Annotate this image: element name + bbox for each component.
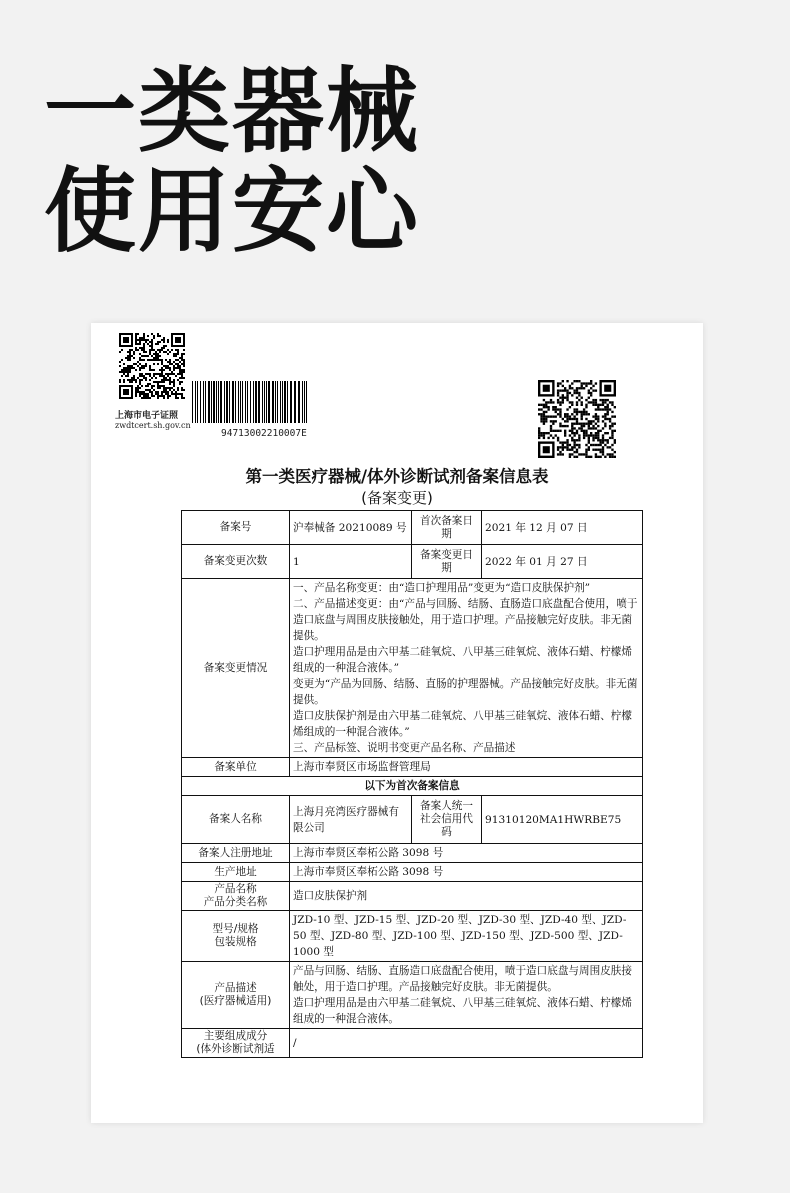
applicant-value: 上海月亮湾医疗器械有限公司: [290, 796, 412, 844]
components-label-line: 主要组成成分: [203, 1030, 268, 1042]
desc-label-line: 产品描述: [214, 982, 257, 994]
table-row: [182, 863, 643, 882]
table-row: [182, 1029, 643, 1058]
issuer-label: 上海市电子证照: [115, 411, 179, 421]
desc-value: [290, 962, 643, 1029]
headline-line-1: 一类器械: [44, 58, 421, 165]
package-label-line: 包装规格: [214, 936, 257, 948]
table-row: [182, 882, 643, 911]
record-table: [181, 510, 643, 1058]
reg-address-label: 备案人注册地址: [182, 844, 290, 863]
model-label: [182, 911, 290, 962]
table-row: [182, 962, 643, 1029]
table-row: [182, 545, 643, 579]
section-header: 以下为首次备案信息: [182, 777, 643, 796]
table-row: [182, 796, 643, 844]
record-no-value: 沪奉械备 20210089 号: [290, 511, 412, 545]
issuer-site: zwdtcert.sh.gov.cn: [115, 421, 191, 430]
first-date-value: 2021 年 12 月 07 日: [482, 511, 643, 545]
first-date-label: 首次备案日期: [412, 511, 482, 545]
change-date-label: 备案变更日期: [412, 545, 482, 579]
barcode-number: 94713002210007E: [221, 428, 307, 439]
change-info-line: 造口皮肤保护剂是由六甲基二硅氧烷、八甲基三硅氧烷、液体石蜡、柠檬烯组成的一种混合液体。”: [293, 710, 632, 738]
product-name-value: 造口皮肤保护剂: [290, 882, 643, 911]
table-row: [182, 777, 643, 796]
desc-label-line: (医疗器械适用): [199, 995, 272, 1007]
unit-label: 备案单位: [182, 758, 290, 777]
headline-line-2: 使用安心: [44, 158, 421, 265]
table-row: [182, 758, 643, 777]
components-value: /: [290, 1029, 643, 1058]
table-row: [182, 844, 643, 863]
model-label-line: 型号/规格: [212, 923, 259, 935]
document-subtitle: (备案变更): [361, 489, 433, 507]
product-class-label-line: 产品分类名称: [203, 896, 268, 908]
table-row: [182, 579, 643, 758]
change-count-value: 1: [290, 545, 412, 579]
applicant-label: 备案人名称: [182, 796, 290, 844]
change-info-value: [290, 579, 643, 758]
prod-address-value: 上海市奉贤区奉柘公路 3098 号: [290, 863, 643, 882]
qr-code-icon: [119, 333, 185, 399]
desc-line: 产品与回肠、结肠、直肠造口底盘配合使用，喷于造口底盘与周围皮肤接触处，用于造口护理。产品接触完好皮肤。非无菌提供。: [293, 965, 632, 993]
change-info-line: 造口护理用品是由六甲基二硅氧烷、八甲基三硅氧烷、液体石蜡、柠檬烯组成的一种混合液体。”: [293, 646, 632, 674]
barcode-icon: [191, 381, 309, 427]
desc-line: 造口护理用品是由六甲基二硅氧烷、八甲基三硅氧烷、液体石蜡、柠檬烯组成的一种混合液体。: [293, 997, 632, 1025]
credit-code-value: 91310120MA1HWRBE75: [482, 796, 643, 844]
document-title: 第一类医疗器械/体外诊断试剂备案信息表: [245, 467, 549, 486]
prod-address-label: 生产地址: [182, 863, 290, 882]
change-info-line: 三、产品标签、说明书变更产品名称、产品描述: [293, 742, 516, 754]
credit-code-label: 备案人统一社会信用代码: [412, 796, 482, 844]
change-date-value: 2022 年 01 月 27 日: [482, 545, 643, 579]
components-label: [182, 1029, 290, 1058]
components-label-line: (体外诊断试剂适: [196, 1043, 275, 1055]
record-no-label: 备案号: [182, 511, 290, 545]
qr-code-icon: [538, 380, 616, 458]
reg-address-value: 上海市奉贤区奉柘公路 3098 号: [290, 844, 643, 863]
change-info-line: 一、产品名称变更：由“造口护理用品”变更为“造口皮肤保护剂”: [293, 582, 591, 594]
table-row: [182, 911, 643, 962]
change-info-label: 备案变更情况: [182, 579, 290, 758]
change-info-line: 变更为“产品为回肠、结肠、直肠的护理器械。产品接触完好皮肤。非无菌提供。: [293, 678, 638, 706]
model-value: JZD-10 型、JZD-15 型、JZD-20 型、JZD-30 型、JZD-40 型、JZD-50 型、JZD-80 型、JZD-100 型、JZD-150 型、JZD-500 型、JZD-1000 型: [290, 911, 643, 962]
change-count-label: 备案变更次数: [182, 545, 290, 579]
desc-label: [182, 962, 290, 1029]
unit-value: 上海市奉贤区市场监督管理局: [290, 758, 643, 777]
change-info-line: 二、产品描述变更：由“产品与回肠、结肠、直肠造口底盘配合使用，喷于造口底盘与周围皮肤接触处，用于造口护理。产品接触完好皮肤。非无菌提供。: [293, 598, 638, 642]
product-name-label-line: 产品名称: [214, 883, 257, 895]
product-name-label: [182, 882, 290, 911]
certificate-document: [91, 323, 703, 1123]
table-row: [182, 511, 643, 545]
